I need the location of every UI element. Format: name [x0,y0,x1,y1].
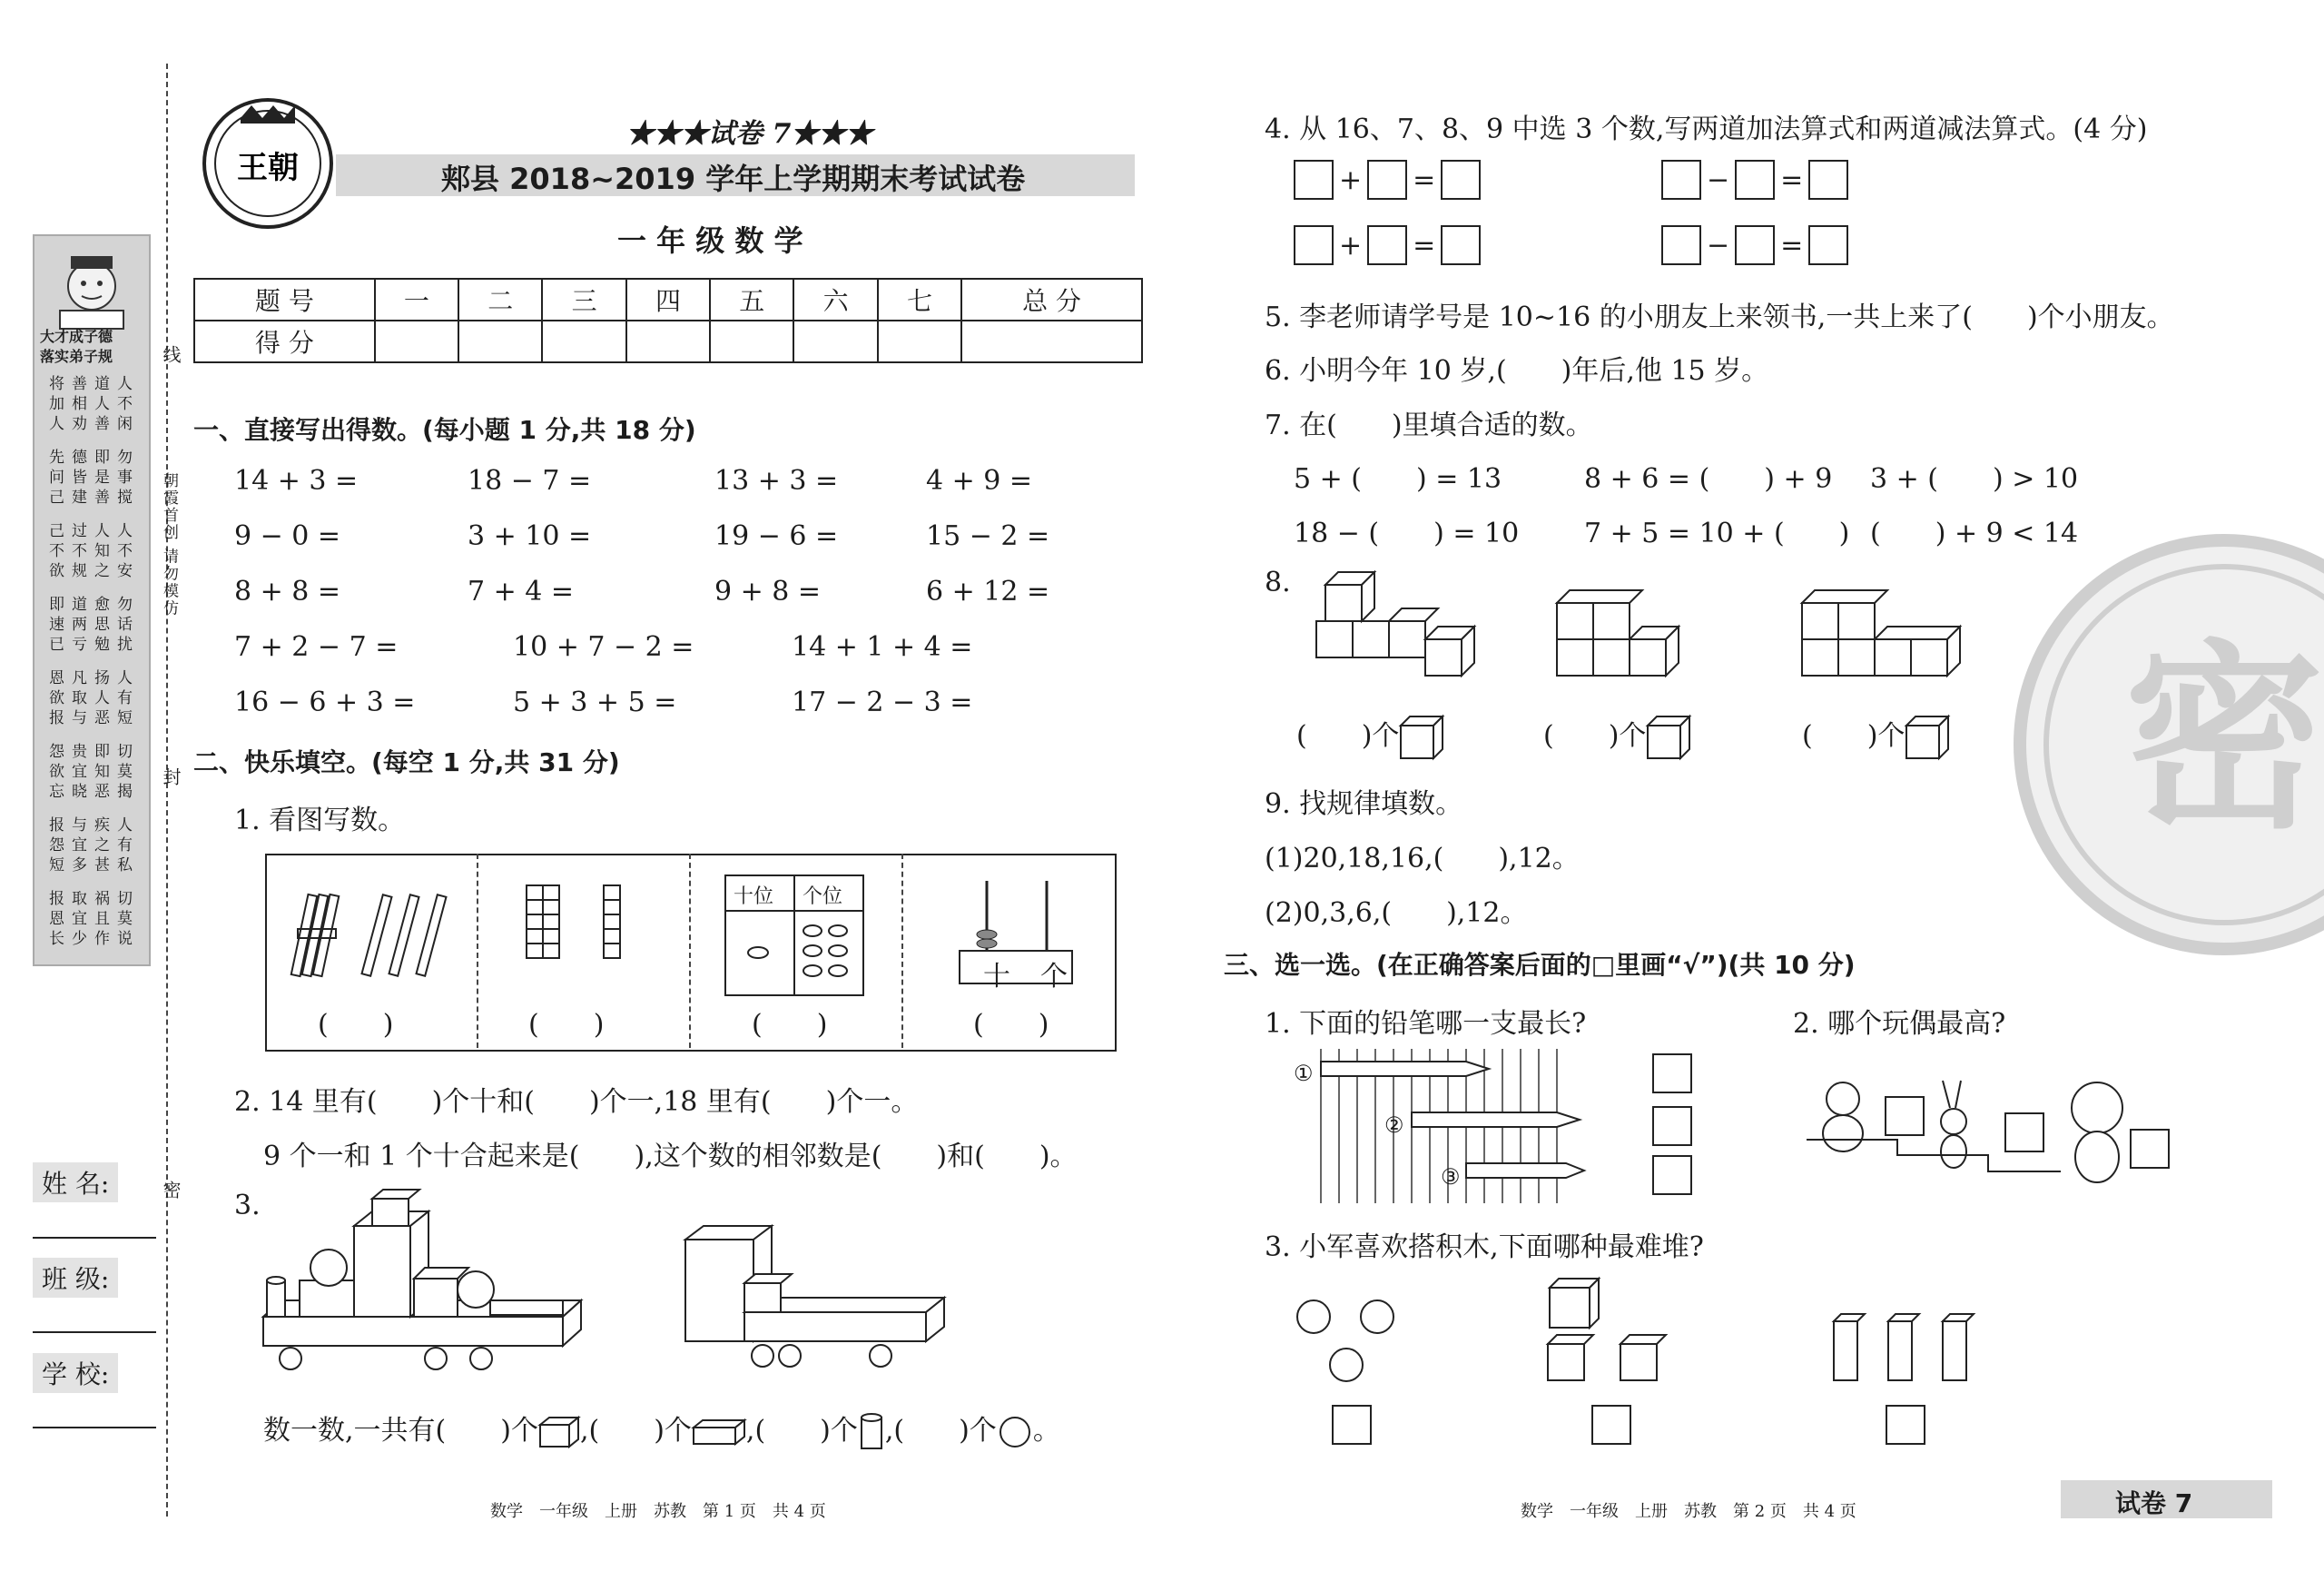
place-dots-icon [726,913,862,991]
answer-square[interactable] [1808,225,1848,265]
section3-title: 三、选一选。(在正确答案后面的□里画“√”)(共 10 分) [1224,950,1856,980]
score-input-cell[interactable] [375,321,458,362]
motto-line: 加相人不 [49,395,140,413]
q8-answer[interactable] [1543,713,1693,760]
arithmetic-problem[interactable]: 14 + 1 + 4 = [792,631,973,663]
series-label: ★★★试卷 7★★★ [626,118,873,150]
fill-in-item[interactable]: 3 + ( ) > 10 [1870,463,2079,495]
q9-item-1: (1)20,18,16,( ),12。 [1265,843,1580,874]
q2-line2: 9 个一和 1 个十合起来是( ),这个数的相邻数是( )和( )。 [263,1141,1078,1172]
equation-row [1294,160,1481,200]
score-header-cell: 四 [626,279,710,321]
q1-divider [477,854,478,1048]
arithmetic-problem[interactable]: 13 + 3 = [714,465,839,497]
arithmetic-problem[interactable]: 9 − 0 = [234,520,341,552]
equation-row [1661,225,1848,265]
score-input-cell[interactable] [961,321,1142,362]
answer-square[interactable] [1735,225,1775,265]
answer-box[interactable] [1652,1155,1692,1195]
svg-text:密: 密 [2123,623,2324,855]
answer-box[interactable] [1652,1053,1692,1093]
fill-in-item[interactable]: 5 + ( ) = 13 [1294,463,1502,495]
fill-in-item[interactable]: 18 − ( ) = 10 [1294,518,1520,549]
score-header-cell: 二 [458,279,542,321]
motto-line: 先德即勿 [49,449,140,467]
motto-line: 问皆是事 [49,469,140,487]
class-label: 班 级: [33,1258,118,1298]
motto-line: 忘晓恶揭 [49,783,140,801]
svg-text:王朝: 王朝 [237,150,299,186]
motto-line: 怨宜之有 [49,836,140,855]
q7-prompt: 7. 在( )里填合适的数。 [1265,410,1593,441]
block-column-icon [517,881,654,981]
cube-icon [1646,715,1693,760]
motto-line: 长少作说 [49,930,140,948]
motto-line: 将善道人 [49,375,140,393]
motto-line: 报取祸切 [49,890,140,908]
q3-count-row: 数一数,一共有( )个 ,( )个 ,( )个 ,( )个 。 [263,1408,1060,1452]
tens-label: 十位 [734,885,774,908]
arithmetic-problem[interactable]: 10 + 7 − 2 = [513,631,694,663]
motto-title-1: 大才成子德 [40,328,113,345]
score-header-cell: 一 [375,279,458,321]
q1-answer-blank[interactable]: ( ) [752,1009,828,1041]
side-text-secret: 密 [160,1181,182,1201]
score-input-cell[interactable] [793,321,877,362]
motto-line: 欲宜知莫 [49,763,140,781]
answer-square[interactable] [1808,160,1848,200]
name-field[interactable] [33,1237,156,1239]
q9-item-2: (2)0,3,6,( ),12。 [1265,897,1528,929]
answer-box[interactable] [1886,1405,1925,1445]
pencil-label-2: ② [1384,1112,1404,1138]
score-header-cell: 七 [878,279,961,321]
arithmetic-problem[interactable]: 8 + 8 = [234,576,341,608]
score-table [193,278,1143,363]
q8-answer[interactable] [1296,713,1446,760]
pencil-grid-icon [1285,1049,1584,1203]
section2-title: 二、快乐填空。(每空 1 分,共 31 分) [193,747,620,777]
q8-answer[interactable] [1802,713,1952,760]
q5-prompt: 5. 李老师请学号是 10~16 的小朋友上来领书,一共上来了( )个小朋友。 [1265,301,2174,333]
score-label-cell: 得 分 [194,321,375,362]
q1-divider [901,854,903,1048]
s3-q1-prompt: 1. 下面的铅笔哪一支最长? [1265,1008,1587,1040]
equation-row [1294,225,1481,265]
operator: − [1707,163,1730,196]
footer-tag: 试卷 7 [2115,1488,2193,1518]
ones-label: 个位 [803,885,843,908]
motto-line: 人劝善闲 [49,415,140,433]
fill-in-item[interactable]: 7 + 5 = 10 + ( ) [1584,518,1850,549]
q8-blank-text: ( )个 [1802,720,1905,752]
operator: + [1339,163,1363,196]
sphere-icon [997,1414,1033,1450]
fill-in-item[interactable]: ( ) + 9 < 14 [1870,518,2079,549]
answer-square[interactable] [1441,225,1481,265]
answer-box[interactable] [2130,1129,2170,1169]
arithmetic-problem[interactable]: 16 − 6 + 3 = [234,687,416,718]
answer-box[interactable] [1332,1405,1372,1445]
cube-icon [538,1416,580,1448]
q1-answer-blank[interactable]: ( ) [318,1009,394,1041]
score-input-cell[interactable] [458,321,542,362]
arithmetic-problem[interactable]: 3 + 10 = [468,520,592,552]
q1-divider [689,854,691,1048]
answer-box[interactable] [1591,1405,1631,1445]
answer-square[interactable] [1294,160,1334,200]
motto-line: 恩凡扬人 [49,669,140,687]
solid-figure-train-icon [263,1190,626,1371]
cube-icon [1399,715,1446,760]
q6-prompt: 6. 小明今年 10 岁,( )年后,他 15 岁。 [1265,355,1769,387]
cuboid-icon [692,1418,746,1446]
score-input-cell[interactable] [542,321,625,362]
score-header-cell: 五 [710,279,793,321]
operator: − [1707,229,1730,262]
answer-square[interactable] [1294,225,1334,265]
pencil-label-3: ③ [1441,1164,1461,1190]
abacus-ones-label: 个 [1040,961,1068,993]
motto-line: 速两思话 [49,616,140,634]
arithmetic-problem[interactable]: 14 + 3 = [234,465,359,497]
motto-line: 己过人人 [49,522,140,540]
abacus-tens-label: 十 [983,961,1010,993]
answer-square[interactable] [1367,160,1407,200]
answer-box[interactable] [1885,1096,1925,1136]
section1-title: 一、直接写出得数。(每小题 1 分,共 18 分) [193,415,696,445]
side-text-notice: 朝霞首创 请勿模仿 [160,472,178,618]
blocks-choices-icon [1285,1271,2102,1389]
q1-answer-blank[interactable]: ( ) [528,1009,605,1041]
footer-right: 数学 一年级 上册 苏教 第 2 页 共 4 页 [1521,1502,1856,1521]
arithmetic-problem[interactable]: 18 − 7 = [468,465,592,497]
s3-q2-prompt: 2. 哪个玩偶最高? [1793,1008,2006,1040]
motto-line: 不不知不 [49,542,140,560]
motto-line: 恩宜且莫 [49,910,140,928]
operator: = [1780,163,1804,196]
arithmetic-problem[interactable]: 6 + 12 = [926,576,1050,608]
s3-q3-prompt: 3. 小军喜欢搭积木,下面哪种最难堆? [1265,1231,1704,1263]
answer-square[interactable] [1661,225,1701,265]
motto-line: 已亏勉扰 [49,636,140,654]
score-input-cell[interactable] [710,321,793,362]
q4-prompt: 4. 从 16、7、8、9 中选 3 个数,写两道加法算式和两道减法算式。(4 分) [1265,114,2148,145]
arithmetic-problem[interactable]: 15 − 2 = [926,520,1050,552]
q2-line1: 2. 14 里有( )个十和( )个一,18 里有( )个一。 [234,1086,919,1118]
score-header-cell: 三 [542,279,625,321]
arithmetic-problem[interactable]: 9 + 8 = [714,576,822,608]
secret-watermark-icon [2015,509,2324,981]
footer-left: 数学 一年级 上册 苏教 第 1 页 共 4 页 [490,1502,826,1521]
q1-answer-blank[interactable]: ( ) [973,1009,1049,1041]
fill-in-item[interactable]: 8 + 6 = ( ) + 9 [1584,463,1833,495]
score-input-cell[interactable] [878,321,961,362]
motto-line: 欲规之安 [49,562,140,580]
q1-prompt: 1. 看图写数。 [234,805,406,836]
arithmetic-problem[interactable]: 5 + 3 + 5 = [513,687,677,718]
school-label: 学 校: [33,1353,118,1393]
operator: + [1339,229,1363,262]
operator: = [1780,229,1804,262]
arithmetic-problem[interactable]: 7 + 2 − 7 = [234,631,399,663]
side-text-line: 线 [160,345,182,365]
solid-figure-train-2-icon [681,1221,953,1367]
equation-row [1661,160,1848,200]
stick-bundle-icon [281,885,463,985]
operator: = [1413,229,1436,262]
motto-line: 短多甚私 [49,856,140,874]
class-field[interactable] [33,1331,156,1333]
arithmetic-problem[interactable]: 17 − 2 − 3 = [792,687,973,718]
subject-title: 一 年 级 数 学 [617,223,803,258]
name-label: 姓 名: [33,1162,118,1202]
q8-label: 8. [1265,567,1291,598]
answer-square[interactable] [1441,160,1481,200]
cylinder-icon [858,1412,885,1452]
operator: = [1413,163,1436,196]
q8-blank-text: ( )个 [1543,720,1647,752]
arithmetic-problem[interactable]: 19 − 6 = [714,520,839,552]
side-text-seal: 封 [160,767,182,787]
motto-line: 己建善搅 [49,489,140,507]
q3-label: 3. [234,1190,261,1221]
score-header-cell: 题 号 [194,279,375,321]
arithmetic-problem[interactable]: 4 + 9 = [926,465,1033,497]
exam-title: 郏县 2018~2019 学年上学期期末考试试卷 [441,162,1026,196]
answer-box[interactable] [1652,1106,1692,1146]
score-header-cell: 总 分 [961,279,1142,321]
motto-line: 欲取人有 [49,689,140,707]
answer-square[interactable] [1735,160,1775,200]
score-input-cell[interactable] [626,321,710,362]
answer-square[interactable] [1367,225,1407,265]
motto-line: 即道愈勿 [49,596,140,614]
school-field[interactable] [33,1427,156,1428]
q9-prompt: 9. 找规律填数。 [1265,788,1463,820]
answer-box[interactable] [2004,1112,2044,1152]
score-header-cell: 六 [793,279,877,321]
place-divider [724,910,862,912]
binding-line [166,64,168,1517]
arithmetic-problem[interactable]: 7 + 4 = [468,576,575,608]
motto-panel [33,234,151,966]
motto-line: 报与恶短 [49,709,140,727]
motto-line: 报与疾人 [49,816,140,835]
answer-square[interactable] [1661,160,1701,200]
cube-icon [1905,715,1952,760]
pencil-label-1: ① [1294,1061,1314,1086]
motto-title-2: 落实弟子规 [40,348,113,365]
q8-blank-text: ( )个 [1296,720,1400,752]
motto-line: 怨贵即切 [49,743,140,761]
